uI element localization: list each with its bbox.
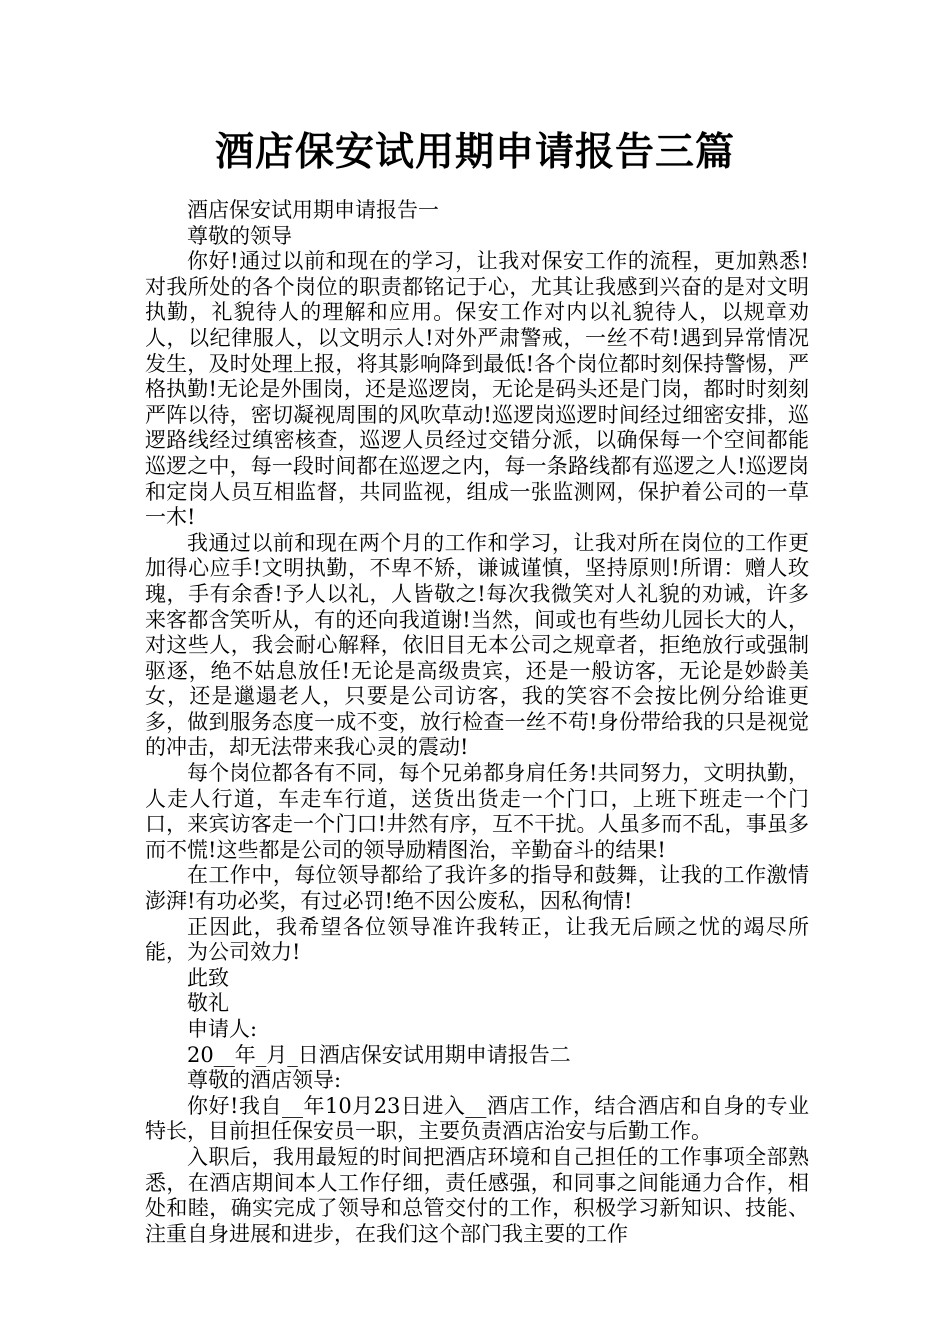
body-paragraph: 我通过以前和现在两个月的工作和学习，让我对所在岗位的工作更加得心应手!文明执勤，不卑不矫，谦诚谨慎，坚持原则!所谓：赠人玫瑰，手有余香!予人以礼，人皆敬之!每次我微笑对人礼貌的劝诫，许多来客都含笑听从，有的还向我道谢!当然，间或也有些幼儿园长大的人，对这些人，我会耐心解释，依旧目无本公司之规章者，拒绝放行或强制驱逐，绝不姑息放任!无论是高级贵宾，还是一般访客，无论是妙龄美女，还是邋遢老人，只要是公司访客，我的笑容不会按比例分给谁更多，做到服务态度一成不变，放行检查一丝不苟!身份带给我的只是视觉的冲击，却无法带来我心灵的震动! — [145, 530, 809, 760]
section-heading-one: 酒店保安试用期申请报告一 — [187, 198, 439, 222]
salutation: 尊敬的酒店领导: — [187, 1068, 342, 1093]
closing-line: 此致 — [187, 965, 229, 990]
body-paragraph: 入职后，我用最短的时间把酒店环境和自己担任的工作事项全部熟悉，在酒店期间本人工作仔细，责任感强，和同事之间能通力合作，相处和睦，确实完成了领导和总管交付的工作，积极学习新知识、技能、注重自身进展和进步，在我们这个部门我主要的工作 — [145, 1144, 809, 1246]
body-paragraph: 你好!通过以前和现在的学习，让我对保安工作的流程，更加熟悉!对我所处的各个岗位的职责都铭记于心，尤其让我感到兴奋的是对文明执勤，礼貌待人的理解和应用。保安工作对内以礼貌待人，以规章劝人，以纪律服人，以文明示人!对外严肃警戒，一丝不苟!遇到异常情况发生，及时处理上报，将其影响降到最低!各个岗位都时刻保持警惕，严格执勤!无论是外围岗，还是巡逻岗，无论是码头还是门岗，都时时刻刻严阵以待，密切凝视周围的风吹草动!巡逻岗巡逻时间经过细密安排，巡逻路线经过缜密核查，巡逻人员经过交错分派，以确保每一个空间都能巡逻之中，每一段时间都在巡逻之内，每一条路线都有巡逻之人!巡逻岗和定岗人员互相监督，共同监视，组成一张监测网，保护着公司的一草一木! — [145, 249, 809, 530]
salutation: 尊敬的领导 — [187, 223, 292, 248]
body-paragraph: 每个岗位都各有不同，每个兄弟都身肩任务!共同努力，文明执勤，人走人行道，车走车行道，送货出货走一个门口，上班下班走一个门口，来宾访客走一个门口!井然有序，互不干扰。人虽多而不乱，事虽多而不慌!这些都是公司的领导励精图治，辛勤奋斗的结果! — [145, 761, 809, 862]
body-paragraph: 正因此，我希望各位领导准许我转正，让我无后顾之忧的竭尽所能，为公司效力! — [145, 914, 809, 965]
date-and-section-heading-two: 20__年_月_日酒店保安试用期申请报告二 — [187, 1042, 571, 1067]
body-paragraph: 在工作中，每位领导都给了我许多的指导和鼓舞，让我的工作激情澎湃!有功必奖，有过必罚!绝不因公废私，因私徇情! — [145, 863, 809, 914]
applicant-line: 申请人: — [187, 1017, 258, 1041]
document-body — [145, 198, 809, 1247]
closing-line: 敬礼 — [187, 991, 229, 1016]
document-title: 酒店保安试用期申请报告三篇 — [214, 129, 735, 175]
body-paragraph: 你好!我自__年10月23日进入__酒店工作，结合酒店和自身的专业特长，目前担任保安员一职，主要负责酒店治安与后勤工作。 — [145, 1093, 809, 1144]
